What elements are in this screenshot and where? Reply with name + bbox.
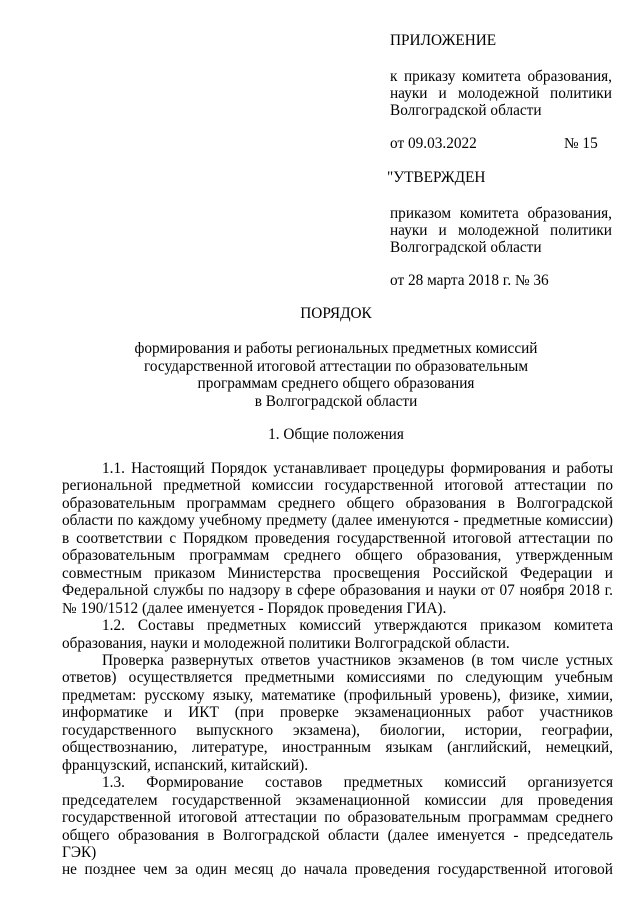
to-order-line: науки и молодежной политики xyxy=(390,85,612,102)
text-line: ответов) осуществляется предметными комиссиями по следующим учебным xyxy=(62,669,613,687)
paragraph-1-1 xyxy=(62,460,613,879)
approved-by-block xyxy=(390,205,612,256)
text-line: 1.1. Настоящий Порядок устанавливает процедуры формирования и работы xyxy=(102,460,613,477)
text-line: информатике и ИКТ (при проверке экзаменационных работ участников xyxy=(62,704,613,722)
document-subtitle xyxy=(60,340,612,410)
text-line: области по каждому учебному предмету (далее именуются - предметные комиссии) xyxy=(62,512,613,530)
approved-label: "УТВЕРЖДЕН xyxy=(387,169,486,186)
text-line: 1.3. Формирование составов предметных комиссий организуется xyxy=(102,774,613,792)
text-line: государственной итоговой аттестации по образовательным программам среднего xyxy=(62,809,613,827)
subtitle-line: формирования и работы региональных предметных комиссий xyxy=(134,340,538,357)
subtitle-line: программам среднего общего образования xyxy=(197,375,475,392)
order-number: № 15 xyxy=(564,135,598,152)
text-line: № 190/1512 (далее именуется - Порядок проведения ГИА). xyxy=(62,599,447,617)
subtitle-line: в Волгоградской области xyxy=(254,392,418,410)
text-line: государственного выпускного экзамена), биологии, истории, географии, xyxy=(62,721,613,739)
text-line: совместным приказом Министерства просвещения Российской Федерации и xyxy=(62,564,613,582)
text-line: обществознанию, литературе, иностранным языкам (английский, немецкий, xyxy=(62,739,613,757)
document-title: ПОРЯДОК xyxy=(300,305,372,322)
approved-by-line: Волгоградской области xyxy=(390,239,542,256)
text-line: 1.2. Составы предметных комиссий утверждаются приказом комитета xyxy=(102,617,613,635)
to-order-line: Волгоградской области xyxy=(390,102,542,119)
text-line: Проверка развернутых ответов участников экзаменов (в том числе устных xyxy=(102,651,613,669)
text-line: Федеральной службы по надзору в сфере образования и науки от 07 ноября 2018 г. xyxy=(62,582,613,600)
text-line: предметам: русскому языку, математике (профильный уровень), физике, химии, xyxy=(62,686,613,704)
order-date: от 09.03.2022 xyxy=(390,135,477,152)
section-heading: 1. Общие положения xyxy=(268,426,404,443)
text-line: общего образования в Волгоградской области (далее именуется - председатель ГЭК) xyxy=(62,826,613,861)
text-line: не позднее чем за один месяц до начала проведения государственной итоговой xyxy=(62,861,613,879)
approved-by-line: приказом комитета образования, xyxy=(390,205,612,222)
text-line: образовательным программам среднего общего образования в Волгоградской xyxy=(62,494,613,512)
subtitle-line: государственной итоговой аттестации по образовательным xyxy=(143,357,529,375)
approved-by-line: науки и молодежной политики xyxy=(390,222,612,239)
text-line: образования, науки и молодежной политики Волгоградской области. xyxy=(62,634,510,652)
appendix-label: ПРИЛОЖЕНИЕ xyxy=(390,32,497,49)
approved-date: от 28 марта 2018 г. № 36 xyxy=(390,272,549,289)
text-line: образовательным программам среднего общего образования, утвержденным xyxy=(62,547,613,565)
to-order-line: к приказу комитета образования, xyxy=(390,68,612,85)
text-line: французский, испанский, китайский). xyxy=(62,756,309,774)
text-line: председателем государственной экзаменационной комиссии для проведения xyxy=(62,791,613,809)
to-order-block xyxy=(390,68,612,119)
text-line: региональной предметной комиссии государственной итоговой аттестации по xyxy=(62,477,613,495)
text-line: в соответствии с Порядком проведения государственной итоговой аттестации по xyxy=(62,529,613,547)
